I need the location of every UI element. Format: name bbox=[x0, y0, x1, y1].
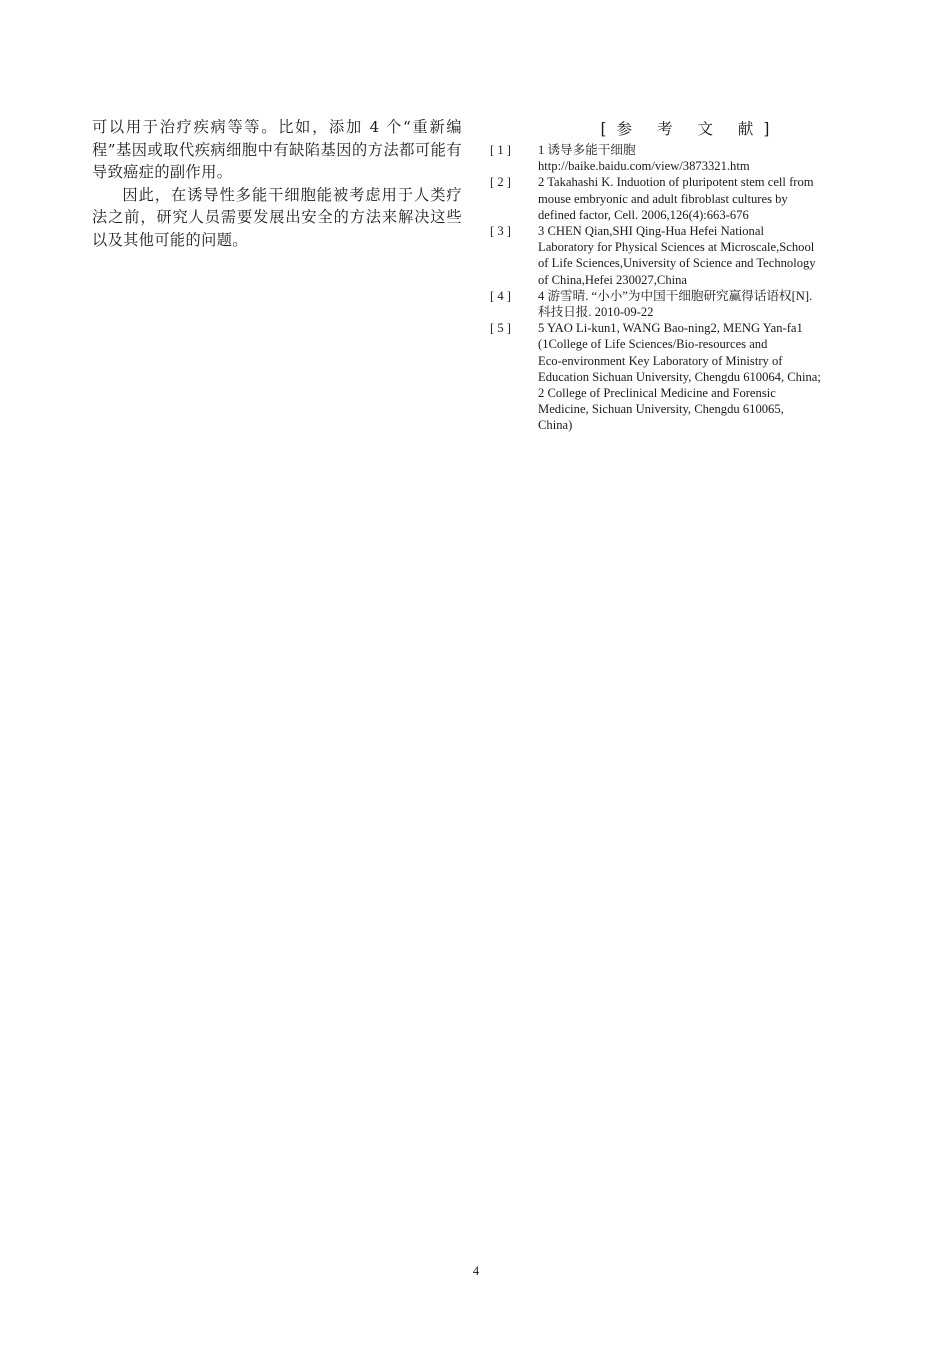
reference-number: [ 3 ] bbox=[490, 224, 511, 239]
page-number: 4 bbox=[472, 1264, 480, 1278]
reference-item bbox=[490, 174, 870, 223]
body-paragraph: 因此，在诱导性多能干细胞能被考虑用于人类疗法之前，研究人员需要发展出安全的方法来解决这些以及其他可能的问题。 bbox=[92, 185, 462, 249]
body-paragraph: 可以用于治疗疾病等等。比如，添加 4 个“重新编程”基因或取代疾病细胞中有缺陷基因的方法都可能有导致癌症的副作用。 bbox=[92, 118, 462, 181]
reference-text: 3 CHEN Qian,SHI Qing-Hua Hefei National Laboratory for Physical Sciences at Microscale,School of Life Sciences,University of Science and Technology of China,Hefei 230027,China bbox=[538, 224, 816, 287]
reference-text: 5 YAO Li-kun1, WANG Bao-ning2, MENG Yan-fa1 (1College of Life Sciences/Bio-resources and Eco-environment Key Laboratory of Ministry of Education Sichuan University, Chengdu 610064, China; 2 College of Preclinical Medicine and Forensic Medicine, Sichuan University, Chengdu 610065, China) bbox=[538, 321, 821, 433]
references-section bbox=[490, 117, 870, 434]
reference-number: [ 5 ] bbox=[490, 321, 511, 336]
reference-number: [ 4 ] bbox=[490, 288, 511, 303]
reference-item bbox=[490, 288, 870, 320]
reference-number: [ 1 ] bbox=[490, 143, 511, 157]
reference-text: 4 游雪晴. “小小”为中国干细胞研究赢得话语权[N]. 科技日报. 2010-09-22 bbox=[538, 288, 813, 320]
body-text-column bbox=[92, 116, 462, 251]
reference-item bbox=[490, 320, 870, 433]
reference-text: 2 Takahashi K. Induotion of pluripotent stem cell from mouse embryonic and adult fibroblast cultures by defined factor, Cell. 2006,126(4):663-676 bbox=[538, 175, 814, 222]
reference-text: 1 诱导多能干细胞 http://baike.baidu.com/view/3873321.htm bbox=[538, 143, 750, 174]
references-list bbox=[490, 142, 870, 434]
reference-item bbox=[490, 223, 870, 288]
references-heading: [参 考 文 献] bbox=[600, 120, 780, 138]
reference-item bbox=[490, 142, 870, 174]
reference-number: [ 2 ] bbox=[490, 175, 511, 190]
